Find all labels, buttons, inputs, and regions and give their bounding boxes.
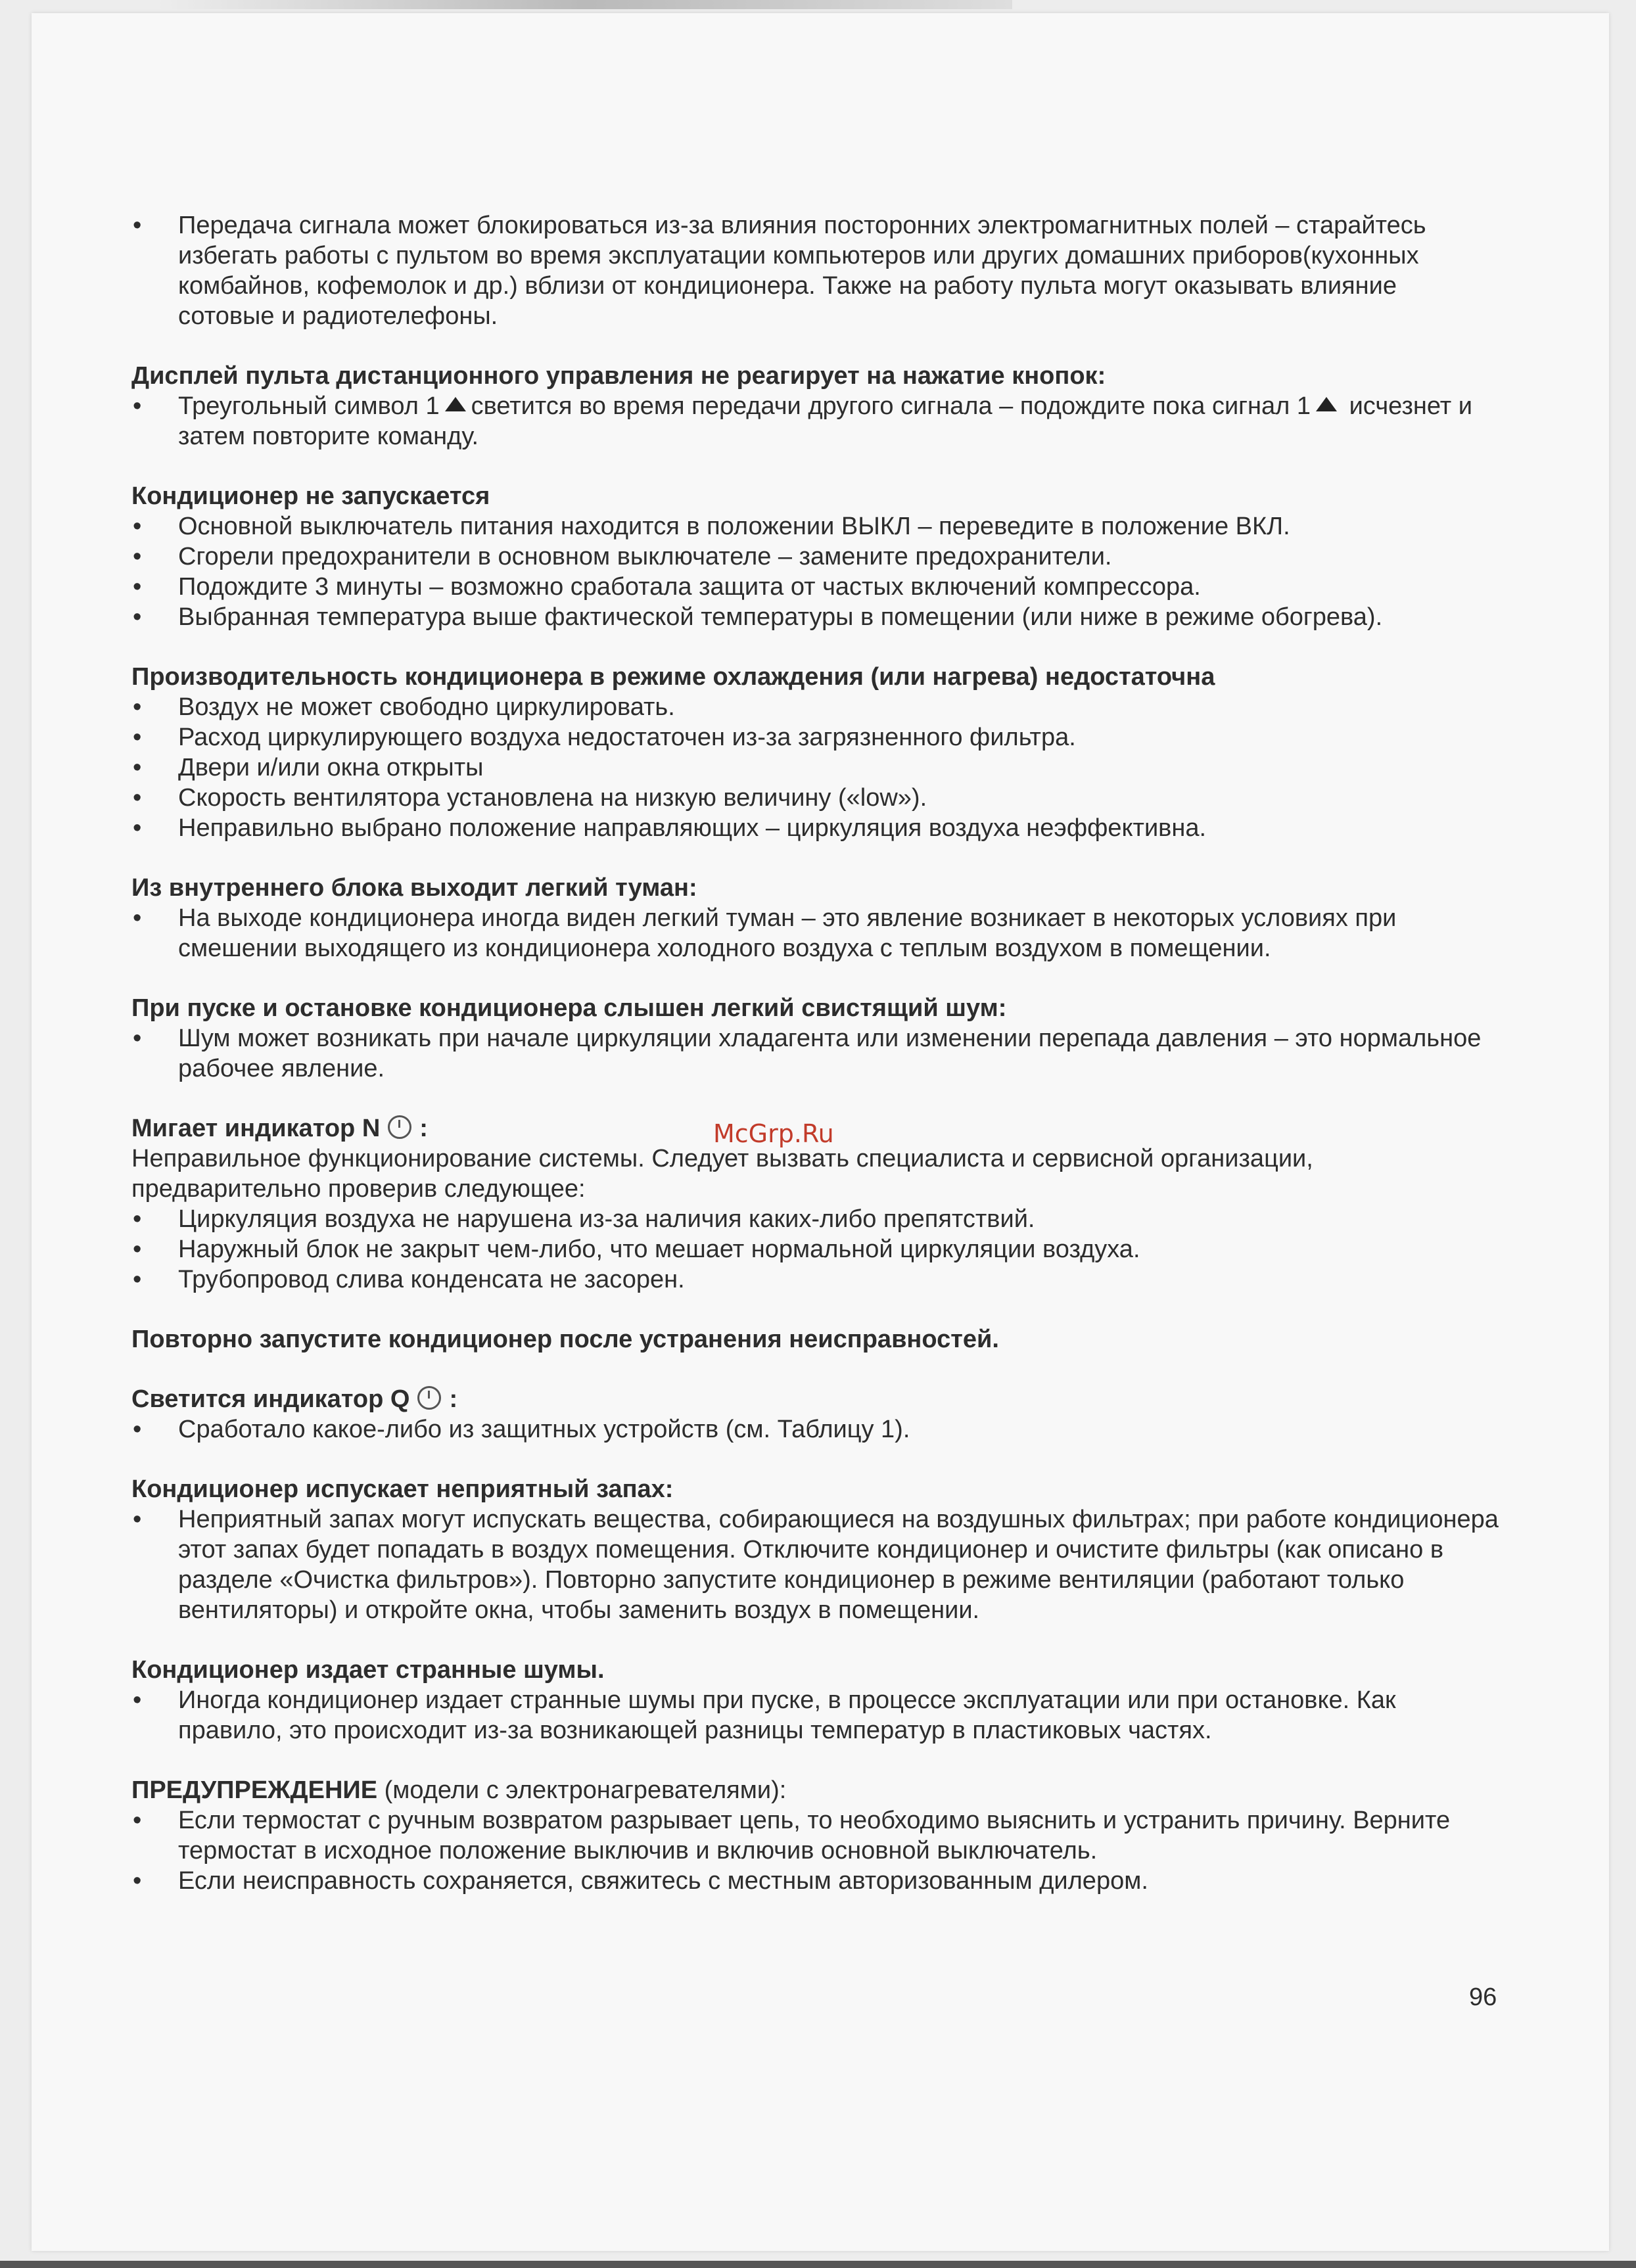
scan-edge-artifact: [158, 0, 1012, 9]
list-item: • Иногда кондиционер издает странные шумы при пуске, в процессе эксплуатации или при остановке. Как правило, это происходит из-за возникающей разницы температур в пластиковых частях.: [131, 1685, 1499, 1746]
list-item: • Двери и/или окна открыты: [131, 752, 1499, 783]
page-content: [131, 210, 1499, 1926]
list-item: • Воздух не может свободно циркулировать.: [131, 692, 1499, 722]
section-list: [131, 1023, 1499, 1084]
section-lit: [131, 1384, 1499, 1445]
warning-heading: [131, 1775, 1499, 1805]
watermark: McGrp.Ru: [713, 1119, 834, 1148]
item-text-part: светится во время передачи другого сигнала – подождите пока сигнал 1: [471, 392, 1311, 420]
section-list: [131, 1805, 1499, 1896]
section-heading: Кондиционер испускает неприятный запах:: [131, 1475, 674, 1503]
heading-text: Мигает индикатор N: [131, 1115, 381, 1142]
list-item: • Циркуляция воздуха не нарушена из-за наличия каких-либо препятствий.: [131, 1204, 1499, 1234]
heading-colon: :: [449, 1385, 458, 1413]
intro-list: [131, 210, 1499, 331]
section-display: [131, 361, 1499, 451]
page-number: 96: [1469, 1983, 1497, 2011]
list-item: • На выходе кондиционера иногда виден легкий туман – это явление возникает в некоторых условиях при смешении выходящего из кондиционера холодного воздуха с теплым воздухом в помещении.: [131, 903, 1499, 963]
heading-colon: :: [419, 1115, 428, 1142]
section-not-start: [131, 481, 1499, 632]
list-item: • Выбранная температура выше фактической температуры в помещении (или ниже в режиме обогрева).: [131, 602, 1499, 632]
section-heading: Дисплей пульта дистанционного управления не реагирует на нажатие кнопок:: [131, 362, 1106, 390]
list-item: • Шум может возникать при начале циркуляции хладагента или изменении перепада давления – это нормальное рабочее явление.: [131, 1023, 1499, 1084]
section-list: [131, 1414, 1499, 1445]
section-list: [131, 391, 1499, 451]
list-item: • Если термостат с ручным возвратом разрывает цепь, то необходимо выяснить и устранить причину. Верните термостат в исходное положение выключив и включив основной выключатель.: [131, 1805, 1499, 1866]
section-list: [131, 692, 1499, 843]
heading-text: Светится индикатор Q: [131, 1385, 410, 1413]
section-warning: [131, 1775, 1499, 1896]
section-heading: Производительность кондиционера в режиме охлаждения (или нагрева) недостаточна: [131, 663, 1215, 691]
list-item: • Основной выключатель питания находится в положении ВЫКЛ – переведите в положение ВКЛ.: [131, 511, 1499, 542]
list-item: • Неприятный запах могут испускать вещества, собирающиеся на воздушных фильтрах; при работе кондиционера этот запах будет попадать в воздух помещения. Отключите кондиционер и очистите фильтры (как описано в разделе «Очистка фильтров»). Повторно запустите кондиционер в режиме вентиляции (работают только вентиляторы) и откройте окна, чтобы заменить воздух в помещении.: [131, 1504, 1499, 1625]
list-item: • Если неисправность сохраняется, свяжитесь с местным авторизованным дилером.: [131, 1866, 1499, 1896]
section-restart: [131, 1324, 1499, 1354]
section-heading: При пуске и остановке кондиционера слышен легкий свистящий шум:: [131, 994, 1007, 1022]
item-text-part: исчезнет и затем повторите команду.: [178, 392, 1472, 450]
section-list: [131, 903, 1499, 963]
section-heading: Кондиционер не запускается: [131, 482, 490, 510]
list-item: • Скорость вентилятора установлена на низкую величину («low»).: [131, 783, 1499, 813]
section-fog: [131, 873, 1499, 963]
section-smell: [131, 1474, 1499, 1625]
list-item: • Расход циркулирующего воздуха недостаточен из-за загрязненного фильтра.: [131, 722, 1499, 752]
triangle-icon: [445, 397, 466, 411]
list-item: • Подождите 3 минуты – возможно сработала защита от частых включений компрессора.: [131, 572, 1499, 602]
warning-note: (модели с электронагревателями):: [384, 1776, 787, 1804]
list-item: • Сработало какое-либо из защитных устройств (см. Таблицу 1).: [131, 1414, 1499, 1445]
timer-indicator-icon: [417, 1386, 441, 1410]
section-paragraph: Неправильное функционирование системы. Следует вызвать специалиста и сервисной организации, предварительно проверив следующее:: [131, 1145, 1313, 1203]
list-item: • Наружный блок не закрыт чем-либо, что мешает нормальной циркуляции воздуха.: [131, 1234, 1499, 1264]
triangle-icon: [1316, 397, 1337, 411]
scan-bottom-edge: [0, 2261, 1636, 2268]
section-noise: [131, 1655, 1499, 1746]
power-indicator-icon: [388, 1115, 411, 1139]
section-heading: [131, 1384, 1499, 1414]
section-heading: Повторно запустите кондиционер после устранения неисправностей.: [131, 1326, 999, 1353]
list-item: • Сгорели предохранители в основном выключателе – замените предохранители.: [131, 542, 1499, 572]
section-performance: [131, 662, 1499, 843]
list-item: • Трубопровод слива конденсата не засорен.: [131, 1264, 1499, 1295]
section-list: [131, 1685, 1499, 1746]
list-item: • Неправильно выбрано положение направляющих – циркуляция воздуха неэффективна.: [131, 813, 1499, 843]
section-list: [131, 1504, 1499, 1625]
item-text-part: Треугольный символ 1: [178, 392, 440, 420]
section-heading: Кондиционер издает странные шумы.: [131, 1656, 605, 1684]
list-item: • Передача сигнала может блокироваться из-за влияния посторонних электромагнитных полей – старайтесь избегать работы с пультом во время эксплуатации компьютеров или других домашних приборов(кухонных комбайнов, кофемолок и др.) вблизи от кондиционера. Также на работу пульта могут оказывать влияние сотовые и радиотелефоны.: [131, 210, 1499, 331]
warning-label: ПРЕДУПРЕЖДЕНИЕ: [131, 1776, 378, 1804]
list-item: [131, 391, 1499, 451]
section-list: [131, 511, 1499, 632]
section-heading: Из внутреннего блока выходит легкий туман:: [131, 874, 697, 902]
section-list: [131, 1204, 1499, 1295]
section-hiss: [131, 993, 1499, 1084]
